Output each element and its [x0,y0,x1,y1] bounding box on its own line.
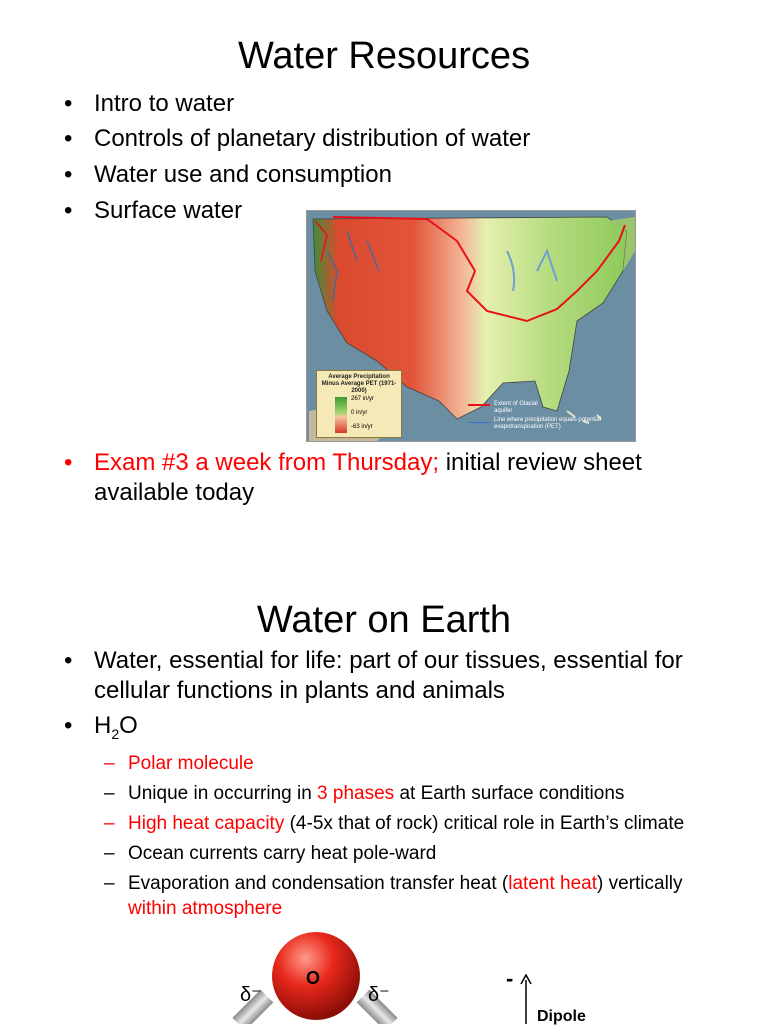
bullet-dot: • [64,161,73,188]
legend-colorbar [335,397,347,433]
water-molecule-diagram [220,926,520,1024]
bullet-dot: • [64,647,73,674]
dipole-label: Dipole [537,1008,586,1025]
slide1-title: Water Resources [237,35,531,77]
dipole-arrow [520,974,620,1024]
pet-line-swatch [468,422,490,423]
delta-right-label: δ⁻ [368,984,390,1006]
oxygen-label: O [306,968,321,988]
bullet-dot: • [64,90,73,117]
bullet-dot: • [64,449,73,476]
dipole-minus-label: - [506,966,514,991]
bullet-dot: • [64,712,73,739]
map-key: Extent of Glacial aquifer Line where precipitation equals potential evapotranspiration (PET) [468,400,628,436]
molecule-graphic [220,926,520,1024]
legend-scale: 267 in/yr 0 in/yr -63 in/yr [317,396,401,436]
map-legend: Average Precipitation Minus Average PET (1971-2000) 267 in/yr 0 in/yr -63 in/yr [316,370,402,438]
slide2-title: Water on Earth [256,599,512,641]
glacial-line-swatch [468,404,490,406]
delta-left-label: δ⁻ [240,984,262,1006]
bullet-dot: • [64,197,73,224]
bullet-dot: • [64,125,73,152]
